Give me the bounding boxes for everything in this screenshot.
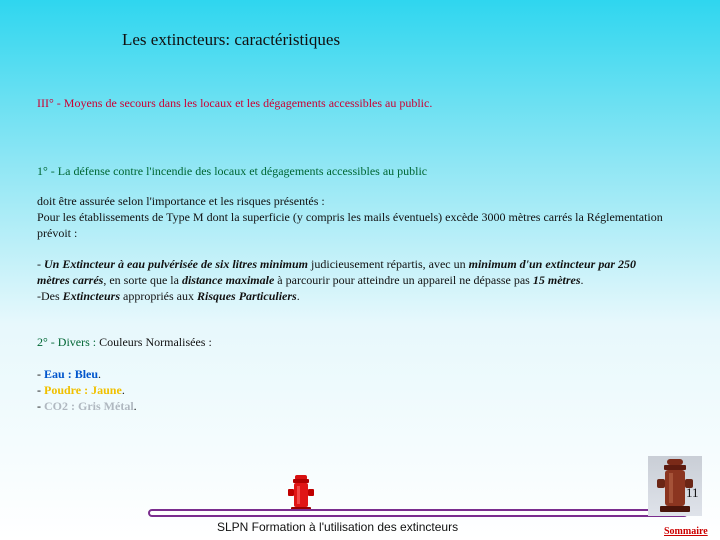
slide-title: Les extincteurs: caractéristiques — [122, 30, 341, 49]
footer-bar — [148, 509, 688, 517]
list-dash: - — [37, 367, 44, 381]
color-name: Poudre — [44, 383, 82, 397]
section-heading: III° - Moyens de secours dans les locaux et les dégagements accessibles au public. — [37, 96, 433, 110]
rule-emphasis: distance maximale — [181, 273, 275, 287]
color-list — [37, 366, 437, 414]
rule-text: appropriés aux — [120, 289, 198, 303]
color-value: Gris Métal — [78, 399, 134, 413]
rule-emphasis: minimum d'un extincteur par 250 mètres carrés — [37, 257, 637, 287]
list-dash: - — [37, 383, 44, 397]
rule-line-1 — [37, 256, 667, 288]
rule-line-2 — [37, 288, 667, 304]
rule-text: . — [580, 273, 584, 287]
rule-emphasis: 15 mètres — [532, 273, 581, 287]
rule-emphasis: Un Extincteur à eau pulvérisée de six litres minimum — [44, 257, 309, 271]
intro-paragraph — [37, 193, 677, 241]
color-suffix: . — [121, 383, 125, 397]
rule-text: . — [296, 289, 300, 303]
intro-line-1: doit être assurée selon l'importance et les risques présentés : — [37, 194, 325, 208]
list-dash: - — [37, 399, 44, 413]
color-sep: : — [64, 367, 75, 381]
rule-emphasis: Risques Particuliers — [197, 289, 297, 303]
color-item-eau — [37, 366, 437, 382]
rule-text: à parcourir pour atteindre un appareil ne dépasse pas — [274, 273, 533, 287]
color-suffix: . — [133, 399, 137, 413]
footer-text: SLPN Formation à l'utilisation des extincteurs — [217, 520, 459, 534]
rule-text: judicieusement répartis, avec un — [308, 257, 469, 271]
page-number: 11 — [686, 485, 699, 500]
rule-text: , en sorte que la — [103, 273, 182, 287]
intro-line-2: Pour les établissements de Type M dont la superficie (y compris les mails éventuels) excède 3000 mètres carrés la Réglementation prévoit : — [37, 210, 663, 240]
subsection-heading: 1° - La défense contre l'incendie des locaux et dégagements accessibles au public — [37, 164, 428, 178]
rule-text: - — [37, 257, 44, 271]
summary-link[interactable]: Sommaire — [664, 526, 708, 537]
rule-paragraph — [37, 256, 667, 304]
color-name: Eau — [44, 367, 65, 381]
color-sep: : — [68, 399, 78, 413]
color-item-co2 — [37, 398, 437, 414]
color-value: Jaune — [91, 383, 122, 397]
divers-line — [37, 334, 637, 350]
color-item-poudre — [37, 382, 437, 398]
divers-label: 2° - Divers : — [37, 335, 97, 349]
divers-text: Couleurs Normalisées : — [96, 335, 212, 349]
color-name: CO2 — [44, 399, 68, 413]
rule-emphasis: Extincteurs — [62, 289, 121, 303]
color-sep: : — [81, 383, 92, 397]
color-value: Bleu — [74, 367, 99, 381]
color-suffix: . — [98, 367, 102, 381]
rule-text: -Des — [37, 289, 63, 303]
fire-hydrant-icon — [284, 474, 318, 514]
